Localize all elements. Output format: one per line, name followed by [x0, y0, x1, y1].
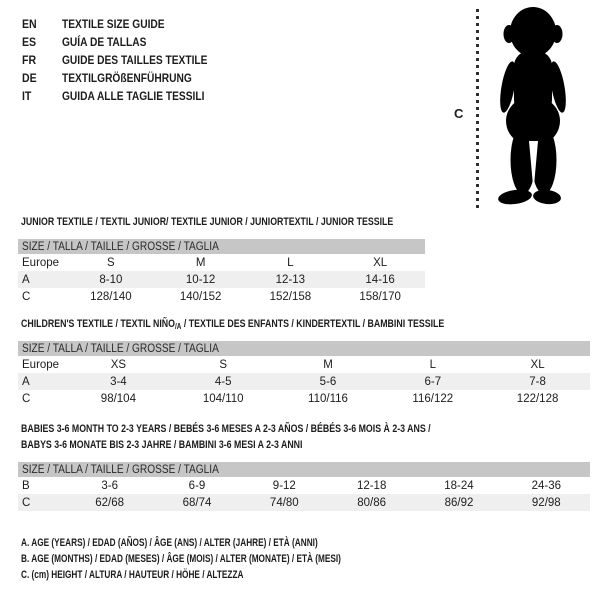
table-row — [18, 494, 590, 511]
cell: 10-12 — [185, 273, 216, 286]
lang-code: DE — [22, 71, 37, 85]
row-label: Europe — [22, 358, 60, 371]
cell: 80/86 — [357, 496, 387, 509]
cell: 6-7 — [424, 375, 442, 388]
junior-size-table — [18, 239, 425, 305]
cell: 14-16 — [365, 273, 395, 286]
cell: M — [323, 358, 333, 371]
row-label: B — [22, 479, 30, 492]
language-list — [22, 15, 233, 105]
height-measure-label: C — [454, 106, 464, 121]
cell: L — [429, 358, 436, 371]
cell: XL — [373, 256, 388, 269]
title-text: / TEXTILE DES ENFANTS / KINDERTEXTIL / BAMBINI TESSILE — [181, 318, 445, 330]
row-label: C — [22, 496, 31, 509]
babies-table-title-line2: BABYS 3-6 MONATE BIS 2-3 JAHRE / BAMBINI 3-6 MESI A 2-3 ANNI — [21, 439, 303, 451]
row-label: A — [22, 375, 30, 388]
row-label: A — [22, 273, 30, 286]
lang-label: TEXTILE SIZE GUIDE — [62, 17, 165, 31]
footnote-a: A. AGE (YEARS) / EDAD (AÑOS) / ÂGE (ANS) / ALTER (JAHRE) / ETÀ (ANNI) — [21, 537, 318, 549]
babies-size-table — [18, 462, 590, 511]
cell: 12-13 — [275, 273, 306, 286]
table-row — [18, 356, 590, 373]
size-header-text: SIZE / TALLA / TAILLE / GRÖSSE / TAGLIA — [22, 342, 219, 355]
lang-label: GUÍA DE TALLAS — [62, 35, 147, 49]
row-label: C — [22, 290, 31, 303]
lang-row-it — [22, 87, 233, 105]
cell: M — [195, 256, 206, 269]
table-row — [18, 254, 425, 271]
cell: 98/104 — [100, 392, 136, 405]
cell: 4-5 — [214, 375, 232, 388]
table-row — [18, 390, 590, 407]
size-header-band — [18, 341, 590, 356]
table-row — [18, 477, 590, 494]
size-header-text: SIZE / TALLA / TAILLE / GRÖSSE / TAGLIA — [22, 240, 219, 253]
toddler-silhouette-icon — [487, 5, 579, 207]
babies-table-title-line1: BABIES 3-6 MONTH TO 2-3 YEARS / BEBÉS 3-6 MESES A 2-3 AÑOS / BÉBÉS 3-6 MOIS À 2-3 ANS / — [21, 423, 431, 435]
lang-label: TEXTILGRÖßENFÜHRUNG — [62, 71, 192, 85]
cell: XL — [530, 358, 545, 371]
cell: 104/110 — [202, 392, 244, 405]
cell: 18-24 — [444, 479, 474, 492]
cell: S — [219, 358, 228, 371]
lang-row-en — [22, 15, 233, 33]
lang-code: ES — [22, 35, 37, 49]
lang-label: GUIDA ALLE TAGLIE TESSILI — [62, 89, 205, 103]
cell: 6-9 — [188, 479, 206, 492]
cell: 3-6 — [101, 479, 118, 492]
cell: 62/68 — [95, 496, 125, 509]
size-header-band — [18, 239, 425, 254]
title-subscript: /A — [174, 322, 182, 331]
cell: 152/158 — [269, 290, 312, 303]
junior-table-title: JUNIOR TEXTILE / TEXTIL JUNIOR/ TEXTILE JUNIOR / JUNIORTEXTIL / JUNIOR TESSILE — [21, 216, 394, 228]
lang-label: GUIDE DES TAILLES TEXTILE — [62, 53, 208, 67]
cell: 3-4 — [110, 375, 127, 388]
lang-code: EN — [22, 17, 37, 31]
cell: 86/92 — [444, 496, 474, 509]
cell: 158/170 — [359, 290, 401, 303]
size-header-text: SIZE / TALLA / TAILLE / GRÖSSE / TAGLIA — [22, 463, 219, 476]
cell: 7-8 — [529, 375, 546, 388]
cell: 8-10 — [99, 273, 123, 286]
cell: 122/128 — [516, 392, 559, 405]
cell: 24-36 — [531, 479, 562, 492]
cell: 110/116 — [308, 392, 348, 405]
lang-row-es — [22, 33, 233, 51]
cell: 92/98 — [531, 496, 561, 509]
cell: L — [287, 256, 294, 269]
lang-row-de — [22, 69, 233, 87]
cell: S — [107, 256, 115, 269]
cell: 116/122 — [412, 392, 454, 405]
cell: 9-12 — [272, 479, 296, 492]
cell: 68/74 — [182, 496, 212, 509]
cell: XS — [110, 358, 127, 371]
lang-code: FR — [22, 53, 37, 67]
footnote-c: C. (cm) HEIGHT / ALTURA / HAUTEUR / HÖHE / ALTEZZA — [21, 569, 244, 581]
table-row — [18, 288, 425, 305]
cell: 74/80 — [269, 496, 299, 509]
children-size-table — [18, 341, 590, 407]
title-text: CHILDREN'S TEXTILE / TEXTIL NIÑO — [21, 318, 175, 330]
row-label: C — [22, 392, 31, 405]
footnote-b: B. AGE (MONTHS) / EDAD (MESES) / ÂGE (MOIS) / ALTER (MONATE) / ETÀ (MESI) — [21, 553, 341, 565]
table-row — [18, 373, 590, 390]
lang-row-fr — [22, 51, 233, 69]
lang-code: IT — [22, 89, 32, 103]
size-header-band — [18, 462, 590, 477]
children-table-title — [21, 318, 444, 331]
cell: 12-18 — [356, 479, 387, 492]
height-measure-dashed-line — [476, 9, 479, 209]
table-row — [18, 271, 425, 288]
cell: 140/152 — [179, 290, 222, 303]
cell: 5-6 — [319, 375, 337, 388]
cell: 128/140 — [90, 290, 132, 303]
row-label: Europe — [22, 256, 60, 269]
